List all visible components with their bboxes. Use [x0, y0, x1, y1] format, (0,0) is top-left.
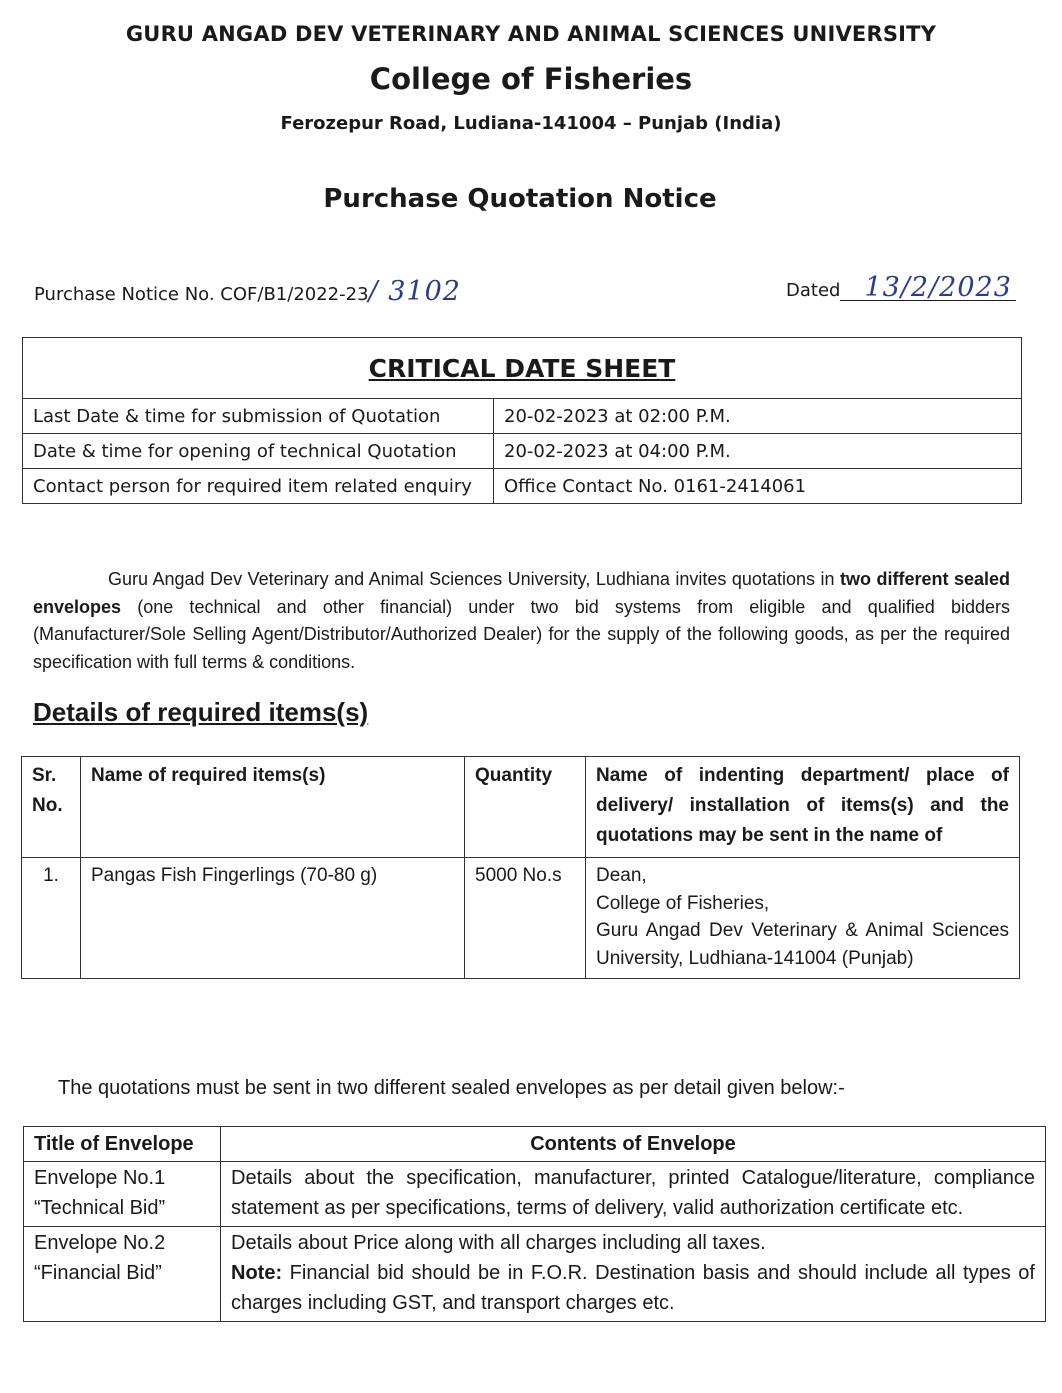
envelope-title-line: Envelope No.1	[34, 1167, 166, 1189]
envelope-title-line: “Financial Bid”	[34, 1262, 162, 1284]
item-name: Pangas Fish Fingerlings (70-80 g)	[81, 858, 465, 979]
table-row	[23, 399, 1022, 434]
envelope-contents	[221, 1227, 1046, 1322]
envelope-contents-text: Details about Price along with all charges including all taxes.	[231, 1232, 766, 1254]
intro-paragraph	[33, 566, 1010, 676]
item-sr: 1.	[22, 858, 81, 979]
envelopes-intro: The quotations must be sent in two different sealed envelopes as per detail given below:-	[58, 1077, 845, 1099]
envelope-title-line: “Technical Bid”	[34, 1197, 166, 1219]
table-row	[23, 469, 1022, 504]
column-header-name: Name of required items(s)	[81, 757, 465, 858]
notice-title: Purchase Quotation Notice	[323, 184, 717, 214]
table-header-row	[24, 1127, 1046, 1162]
intro-text-1: Guru Angad Dev Veterinary and Animal Sciences University, Ludhiana invites quotations in	[108, 569, 840, 589]
dept-line: College of Fisheries,	[596, 892, 770, 914]
intro-text-2: (one technical and other financial) under two bid systems from eligible and qualified bidders (Manufacturer/Sole Selling Agent/Distributor/Authorized Dealer) for the supply of the following goods, as per the required specification with full terms & conditions.	[33, 596, 1010, 672]
cds-label: Date & time for opening of technical Quotation	[23, 434, 494, 469]
column-header-title: Title of Envelope	[24, 1127, 221, 1162]
envelope-title	[24, 1162, 221, 1227]
notice-number	[34, 276, 461, 307]
items-section-heading: Details of required items(s)	[33, 697, 369, 727]
envelope-contents: Details about the specification, manufacturer, printed Catalogue/literature, compliance statement as per specifications, terms of delivery, valid authorization certificate etc.	[221, 1162, 1046, 1227]
envelope-title-line: Envelope No.2	[34, 1232, 166, 1254]
dept-line: Guru Angad Dev Veterinary & Animal Sciences University, Ludhiana-141004 (Punjab)	[596, 920, 1009, 969]
item-department	[586, 858, 1020, 979]
notice-number-label: Purchase Notice No. COF/B1/2022-23	[34, 284, 369, 305]
column-header-sr: Sr. No.	[22, 757, 81, 858]
note-text: Financial bid should be in F.O.R. Destination basis and should include all types of charges including GST, and transport charges etc.	[231, 1262, 1035, 1314]
items-table	[21, 756, 1020, 979]
table-row	[22, 858, 1020, 979]
note-label: Note:	[231, 1262, 283, 1284]
critical-date-sheet	[22, 337, 1022, 504]
item-quantity: 5000 No.s	[465, 858, 586, 979]
notice-number-handwritten: / 3102	[368, 276, 461, 307]
envelope-note	[231, 1258, 1035, 1318]
cds-value: 20-02-2023 at 04:00 P.M.	[494, 434, 1022, 469]
envelope-title	[24, 1227, 221, 1322]
critical-date-sheet-title: CRITICAL DATE SHEET	[23, 338, 1022, 399]
college-name: College of Fisheries	[369, 62, 693, 96]
college-address: Ferozepur Road, Ludiana-141004 – Punjab (India)	[280, 113, 782, 134]
dated-handwritten: 13/2/2023	[840, 276, 1015, 301]
cds-label: Contact person for required item related enquiry	[23, 469, 494, 504]
university-name: GURU ANGAD DEV VETERINARY AND ANIMAL SCIENCES UNIVERSITY	[125, 22, 937, 46]
envelopes-table	[23, 1126, 1046, 1322]
table-row	[24, 1227, 1046, 1322]
table-row	[23, 434, 1022, 469]
table-row	[24, 1162, 1046, 1227]
column-header-contents: Contents of Envelope	[221, 1127, 1046, 1162]
column-header-quantity: Quantity	[465, 757, 586, 858]
cds-label: Last Date & time for submission of Quotation	[23, 399, 494, 434]
dept-line: Dean,	[596, 865, 647, 886]
dated-label: Dated	[786, 280, 841, 301]
cds-value: Office Contact No. 0161-2414061	[494, 469, 1022, 504]
intro-bold-text: two different sealed envelopes	[33, 569, 1010, 617]
table-header-row	[22, 757, 1020, 858]
column-header-department: Name of indenting department/ place of delivery/ installation of items(s) and the quotations may be sent in the name of	[586, 757, 1020, 858]
cds-value: 20-02-2023 at 02:00 P.M.	[494, 399, 1022, 434]
notice-date	[786, 272, 1016, 303]
